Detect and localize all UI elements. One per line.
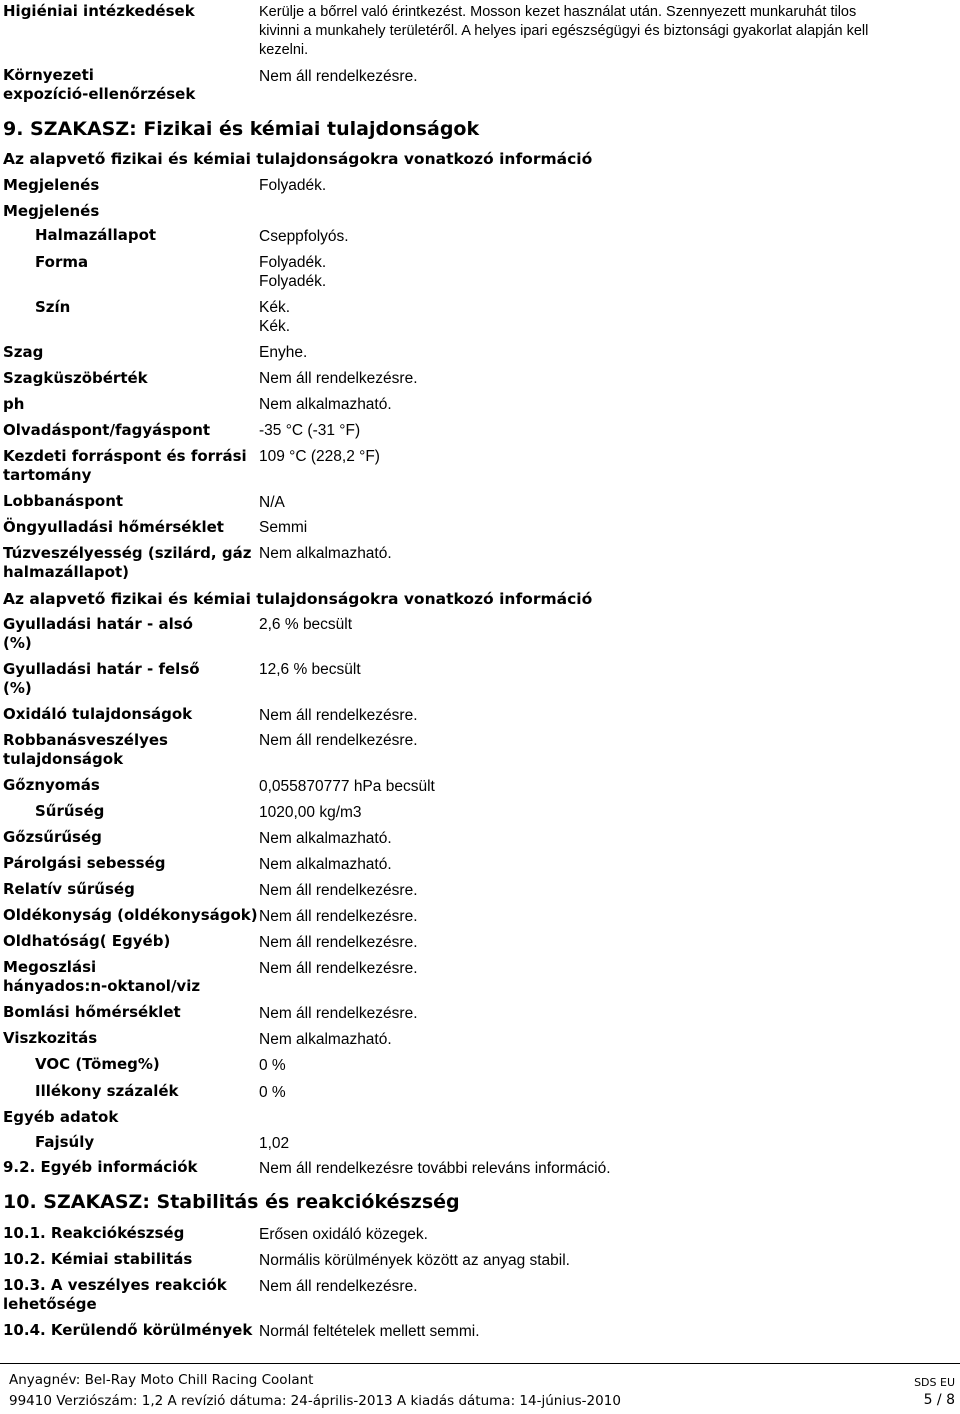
conditions-to-avoid-value: Normál feltételek mellett semmi. (259, 1323, 480, 1340)
flammability-label-line1: Túzveszélyesség (szilárd, gáz (3, 544, 252, 562)
odor-threshold-label: Szagküszöbérték (3, 369, 148, 387)
reactivity-value: Erősen oxidáló közegek. (259, 1226, 428, 1243)
conditions-to-avoid-label: 10.4. Kerülendő körülmények (3, 1321, 253, 1339)
hygiene-label: Higiéniai intézkedések (3, 2, 195, 20)
autoignition-label: Öngyulladási hőmérséklet (3, 518, 224, 536)
partition-coefficient-label-line1: Megoszlási (3, 958, 97, 976)
specific-gravity-value: 1,02 (259, 1135, 290, 1152)
footer-document-details: 99410 Verziószám: 1,2 A revízió dátuma: 24-április-2013 A kiadás dátuma: 14-június-2010 (9, 1393, 621, 1409)
hazardous-reactions-label-line1: 10.3. A veszélyes reakciók (3, 1276, 227, 1294)
oxidizing-label: Oxidáló tulajdonságok (3, 705, 193, 723)
form-value-1: Folyadék. (259, 254, 327, 271)
lower-flammability-limit-value: 2,6 % becsült (259, 616, 353, 633)
explosive-label-line1: Robbanásveszélyes (3, 731, 168, 749)
hygiene-value-line3: kezelni. (259, 42, 309, 58)
relative-density-label: Relatív sűrűség (3, 880, 135, 898)
evaporation-rate-value: Nem alkalmazható. (259, 856, 392, 873)
partition-coefficient-label-line2: hányados:n-oktanol/viz (3, 977, 201, 995)
flash-point-value: N/A (259, 494, 285, 511)
color-value-2: Kék. (259, 318, 291, 335)
vapor-pressure-value: 0,055870777 hPa becsült (259, 778, 435, 795)
footer-divider (0, 1363, 960, 1364)
volatile-percent-value: 0 % (259, 1084, 286, 1101)
melting-point-value: -35 °C (-31 °F) (259, 422, 361, 439)
specific-gravity-label: Fajsúly (35, 1133, 95, 1151)
env-exposure-value: Nem áll rendelkezésre. (259, 68, 418, 85)
vapor-pressure-label: Gőznyomás (3, 776, 100, 794)
solubility-other-label: Oldhatóság( Egyéb) (3, 932, 171, 950)
color-label: Szín (35, 298, 71, 316)
ph-value: Nem alkalmazható. (259, 396, 392, 413)
boiling-point-label-line1: Kezdeti forráspont és forrási (3, 447, 247, 465)
density-value: 1020,00 kg/m3 (259, 804, 362, 821)
color-value-1: Kék. (259, 299, 291, 316)
oxidizing-value: Nem áll rendelkezésre. (259, 707, 418, 724)
decomposition-temperature-value: Nem áll rendelkezésre. (259, 1005, 418, 1022)
upper-flammability-limit-value: 12,6 % becsült (259, 661, 361, 678)
explosive-label-line2: tulajdonságok (3, 750, 124, 768)
vapor-density-value: Nem alkalmazható. (259, 830, 392, 847)
state-label: Halmazállapot (35, 226, 157, 244)
melting-point-label: Olvadáspont/fagyáspont (3, 421, 211, 439)
hygiene-value-line2: kivinni a munkahely területéről. A helyes ipari egészségügyi és biztonsági gyakorlat alapján kell (259, 23, 869, 39)
flash-point-label: Lobbanáspont (3, 492, 124, 510)
form-label: Forma (35, 253, 89, 271)
env-exposure-label-line1: Környezeti (3, 66, 94, 84)
footer-sds-label: SDS EU (914, 1376, 955, 1389)
odor-threshold-value: Nem áll rendelkezésre. (259, 370, 418, 387)
lower-flammability-limit-label-line1: Gyulladási határ - alsó (3, 615, 193, 633)
upper-flammability-limit-label-line1: Gyulladási határ - felső (3, 660, 200, 678)
volatile-percent-label: Illékony százalék (35, 1082, 179, 1100)
form-value-2: Folyadék. (259, 273, 327, 290)
partition-coefficient-value: Nem áll rendelkezésre. (259, 960, 418, 977)
hygiene-value-line1: Kerülje a bőrrel való érintkezést. Mosson kezet használat után. Szennyezett munkaruhát tilos (259, 4, 857, 20)
viscosity-value: Nem alkalmazható. (259, 1031, 392, 1048)
section9-title: 9. SZAKASZ: Fizikai és kémiai tulajdonságok (3, 118, 480, 140)
decomposition-temperature-label: Bomlási hőmérséklet (3, 1003, 181, 1021)
odor-value: Enyhe. (259, 344, 308, 361)
lower-flammability-limit-label-line2: (%) (3, 634, 32, 652)
voc-value: 0 % (259, 1057, 286, 1074)
upper-flammability-limit-label-line2: (%) (3, 679, 32, 697)
flammability-value: Nem alkalmazható. (259, 545, 392, 562)
density-label: Sűrűség (35, 802, 105, 820)
evaporation-rate-label: Párolgási sebesség (3, 854, 166, 872)
footer-page-number: 5 / 8 (923, 1392, 955, 1408)
viscosity-label: Viszkozitás (3, 1029, 98, 1047)
section9-subtitle-2: Az alapvető fizikai és kémiai tulajdonságokra vonatkozó információ (3, 590, 593, 608)
odor-label: Szag (3, 343, 44, 361)
flammability-label-line2: halmazállapot) (3, 563, 130, 581)
solubility-value: Nem áll rendelkezésre. (259, 908, 418, 925)
relative-density-value: Nem áll rendelkezésre. (259, 882, 418, 899)
explosive-value: Nem áll rendelkezésre. (259, 732, 418, 749)
state-value: Cseppfolyós. (259, 228, 349, 245)
chemical-stability-value: Normális körülmények között az anyag stabil. (259, 1252, 570, 1269)
boiling-point-label-line2: tartomány (3, 466, 92, 484)
other-info-value: Nem áll rendelkezésre további releváns információ. (259, 1160, 611, 1177)
autoignition-value: Semmi (259, 519, 308, 536)
appearance2-label: Megjelenés (3, 202, 100, 220)
solubility-other-value: Nem áll rendelkezésre. (259, 934, 418, 951)
appearance-value: Folyadék. (259, 177, 327, 194)
other-info-label: 9.2. Egyéb információk (3, 1158, 198, 1176)
solubility-label: Oldékonyság (oldékonyságok) (3, 906, 258, 924)
chemical-stability-label: 10.2. Kémiai stabilitás (3, 1250, 193, 1268)
footer-product-name: Anyagnév: Bel-Ray Moto Chill Racing Coolant (9, 1372, 314, 1388)
boiling-point-value: 109 °C (228,2 °F) (259, 448, 380, 465)
other-data-label: Egyéb adatok (3, 1108, 119, 1126)
section10-title: 10. SZAKASZ: Stabilitás és reakciókészség (3, 1191, 460, 1213)
voc-label: VOC (Tömeg%) (35, 1055, 160, 1073)
env-exposure-label-line2: expozíció-ellenőrzések (3, 85, 196, 103)
section9-subtitle: Az alapvető fizikai és kémiai tulajdonságokra vonatkozó információ (3, 150, 593, 168)
vapor-density-label: Gőzsűrűség (3, 828, 102, 846)
appearance-label: Megjelenés (3, 176, 100, 194)
ph-label: ph (3, 395, 25, 413)
hazardous-reactions-value: Nem áll rendelkezésre. (259, 1278, 418, 1295)
hazardous-reactions-label-line2: lehetősége (3, 1295, 97, 1313)
reactivity-label: 10.1. Reakciókészség (3, 1224, 185, 1242)
